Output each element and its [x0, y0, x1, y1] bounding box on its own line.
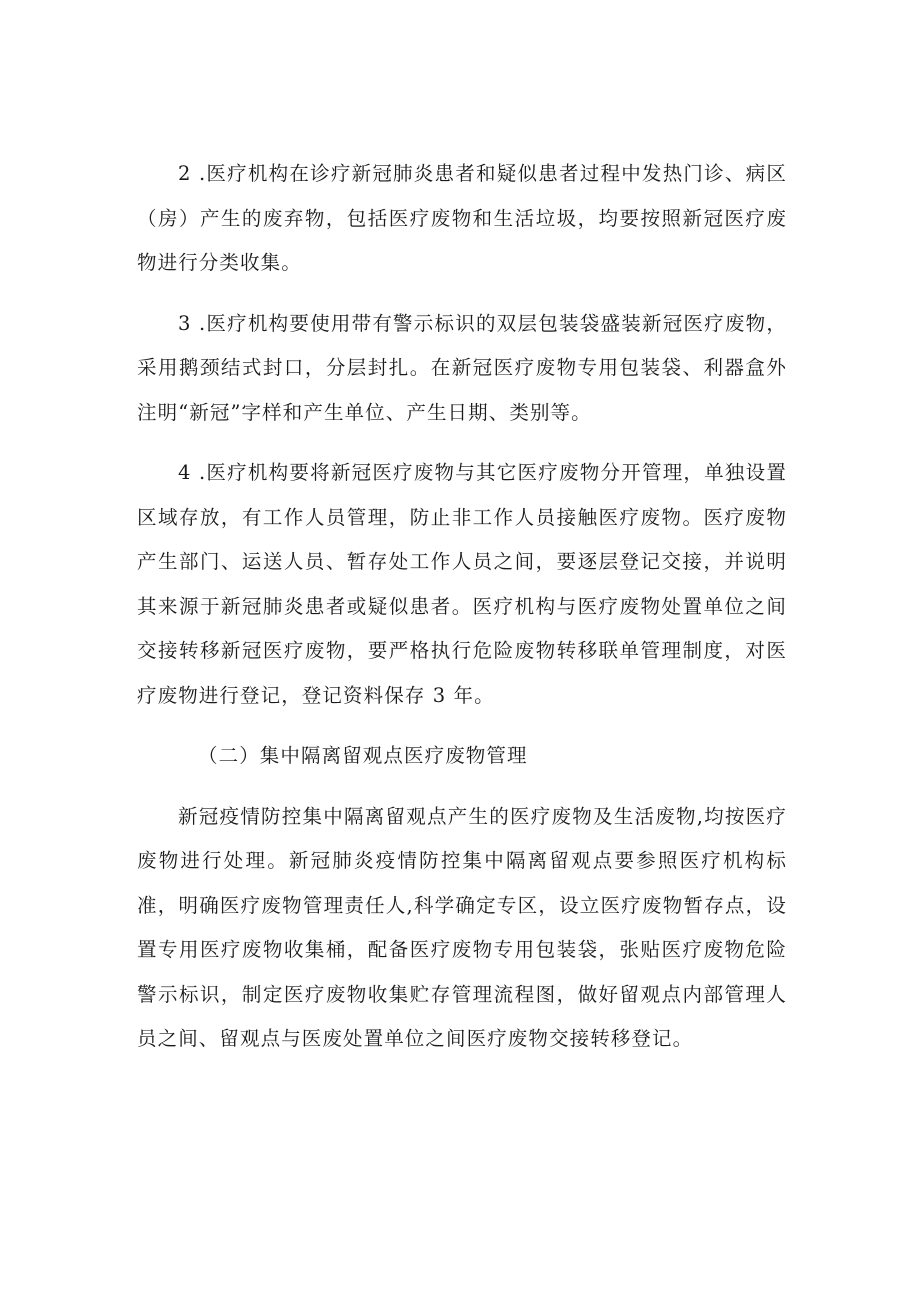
section-heading: （二）集中隔离留观点医疗废物管理: [198, 744, 528, 767]
paragraph-item-2: 2 .医疗机构在诊疗新冠肺炎患者和疑似患者过程中发热门诊、病区（房）产生的废弃物，包括医疗废物和生活垃圾，均要按照新冠医疗废物进行分类收集。: [137, 162, 787, 274]
paragraph-item-3: 3 .医疗机构要使用带有警示标识的双层包装袋盛装新冠医疗废物，采用鹅颈结式封口，分层封扎。在新冠医疗废物专用包装袋、利器盒外注明“新冠”字样和产生单位、产生日期、类别等。: [137, 311, 787, 424]
document-body: [137, 152, 787, 1078]
section-paragraph: 新冠疫情防控集中隔离留观点产生的医疗废物及生活废物,均按医疗废物进行处理。新冠肺炎疫情防控集中隔离留观点要参照医疗机构标准，明确医疗废物管理责任人,科学确定专区，设立医疗废物暂存点，设置专用医疗废物收集桶，配备医疗废物专用包装袋，张贴医疗废物危险警示标识，制定医疗废物收集贮存管理流程图，做好留观点内部管理人员之间、留观点与医废处置单位之间医疗废物交接转移登记。: [137, 804, 787, 1050]
paragraph-item-4: 4 .医疗机构要将新冠医疗废物与其它医疗废物分开管理，单独设置区域存放，有工作人员管理，防止非工作人员接触医疗废物。医疗废物产生部门、运送人员、暂存处工作人员之间，要逐层登记交接，并说明其来源于新冠肺炎患者或疑似患者。医疗机构与医疗废物处置单位之间交接转移新冠医疗废物，要严格执行危险废物转移联单管理制度，对医疗废物进行登记，登记资料保存 3 年。: [137, 461, 787, 707]
